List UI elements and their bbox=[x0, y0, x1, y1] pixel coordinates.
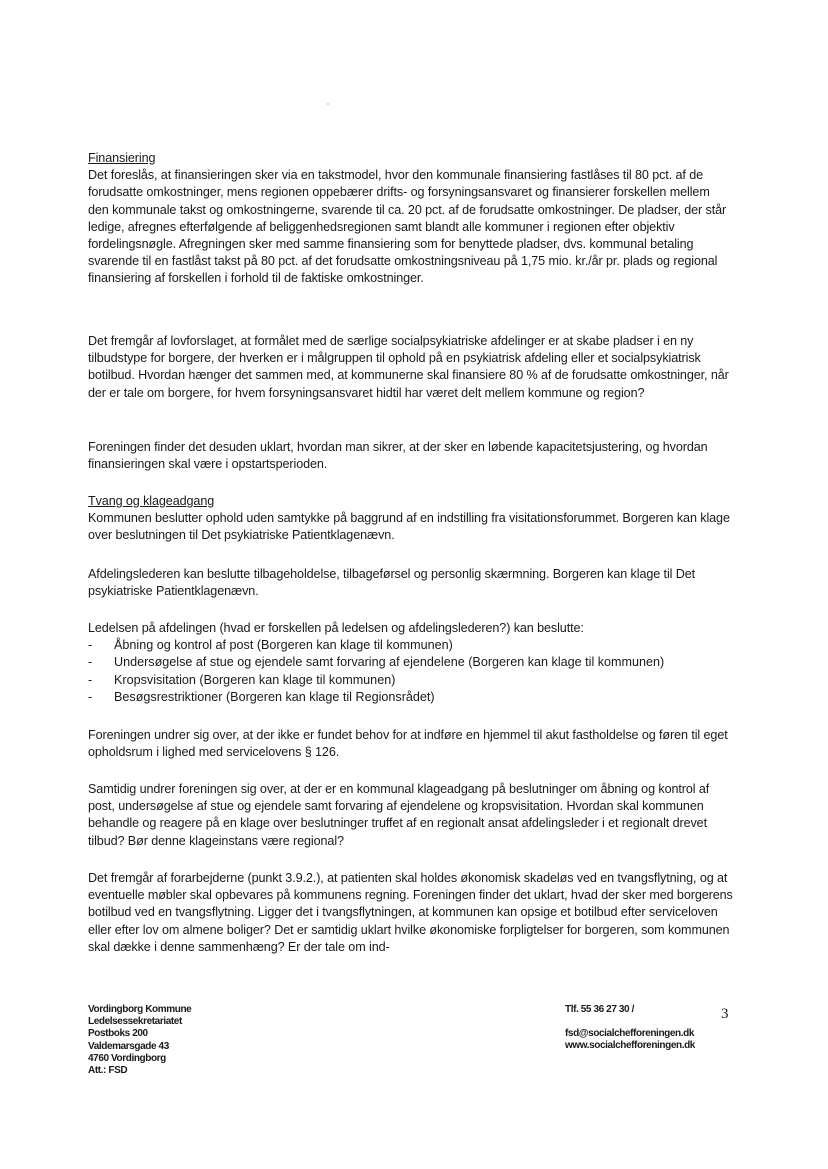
scan-speck bbox=[327, 103, 329, 105]
footer-web[interactable]: www.socialchefforeningen.dk bbox=[565, 1040, 695, 1052]
financing-paragraph-1 bbox=[88, 150, 733, 288]
financing-paragraph-2 bbox=[88, 333, 733, 402]
footer-phone: Tlf. 55 36 27 30 / bbox=[565, 1004, 634, 1015]
coercion-paragraph-1 bbox=[88, 493, 733, 545]
coercion-p6-text: Det fremgår af forarbejderne (punkt 3.9.2.), at patienten skal holdes økonomisk skadeløs ved en tvangsflytning, og at eventuelle møbler skal opbevares på kommunens regning. Foreningen finder det uklart, hvad der sker med borgerens botilbud ved en tvangsflytning. Ligger det i tvangsflytningen, at kommunen kan opsige et botilbud efter serviceloven eller efter lov om almene boliger? Det er samtidig uklart hvilke økonomiske forpligtelser for borgeren, som kommunen skal dække i denne sammenhæng? Er der tale om ind- bbox=[88, 871, 733, 954]
address-line: Postboks 200 bbox=[88, 1028, 148, 1040]
footer-address bbox=[88, 1004, 191, 1077]
list-item: - Åbning og kontrol af post (Borgeren kan klage til kommunen) bbox=[88, 638, 453, 653]
coercion-paragraph-5 bbox=[88, 781, 733, 850]
coercion-paragraph-4 bbox=[88, 727, 733, 761]
address-line: Ledelsessekretariatet bbox=[88, 1016, 182, 1028]
coercion-section bbox=[88, 493, 733, 545]
financing-section bbox=[88, 150, 733, 288]
address-line: Vordingborg Kommune bbox=[88, 1004, 192, 1015]
footer-email[interactable]: fsd@socialchefforeningen.dk bbox=[565, 1028, 694, 1040]
financing-p1-text: Det foreslås, at finansieringen sker via en takstmodel, hvor den kommunale finansiering fastlåses til 80 pct. af de forudsatte omkostninger, mens regionen oppebærer drifts- og forsyningsansvaret og finansierer forskellen mellem den kommunale takst og omkostningerne, svarende til ca. 20 pct. af de forudsatte omkostninger. De pladser, der står ledige, afregnes efterfølgende af beliggenhedsregionen samt blandt alle kommuner i regionen efter objektiv fordelingsnøgle. Afregningen sker med samme finansiering som for benyttede pladser, dvs. kommunal betaling svarende til en fastlåst takst på 80 pct. af det forudsatte omkostningsniveau på 1,75 mio. kr./år pr. plads og regional finansiering af forskellen i forhold til de faktiske omkostninger. bbox=[88, 168, 727, 286]
coercion-p3-text: Ledelsen på afdelingen (hvad er forskellen på ledelsen og afdelingslederen?) kan beslutte: bbox=[88, 621, 584, 635]
coercion-p5-text: Samtidig undrer foreningen sig over, at der er en kommunal klageadgang på beslutninger om åbning og kontrol af post, undersøgelse af stue og ejendele samt forvaring af ejendelene og kropsvisitation. Hvordan skal kommunen behandle og reagere på en klage over beslutninger truffet af en regionalt ansat afdelingsleder i et regionalt drevet tilbud? Bør denne klageinstans være regional? bbox=[88, 782, 710, 848]
financing-paragraph-3 bbox=[88, 439, 733, 473]
coercion-paragraph-6 bbox=[88, 870, 733, 956]
list-item: - Kropsvisitation (Borgeren kan klage til kommunen) bbox=[88, 672, 396, 687]
coercion-p1-text: Kommunen beslutter ophold uden samtykke på baggrund af en indstilling fra visitationsforummet. Borgeren kan klage over beslutningen til Det psykiatriske Patientklagenævn. bbox=[88, 511, 730, 543]
list-item: - Besøgsrestriktioner (Borgeren kan klage til Regionsrådet) bbox=[88, 689, 435, 704]
list-item: - Undersøgelse af stue og ejendele samt forvaring af ejendelene (Borgeren kan klage til kommunen) bbox=[88, 655, 665, 670]
footer-contact bbox=[565, 1004, 695, 1053]
financing-p2-text: Det fremgår af lovforslaget, at formålet med de særlige socialpsykiatriske afdelinger er at skabe pladser i en ny tilbudstype for borgere, der hverken er i målgruppen til ophold på en psykiatrisk afdeling eller et socialpsykiatrisk botilbud. Hvordan hænger det sammen med, at kommunerne skal finansiere 80 % af de forudsatte omkostninger, når der er tale om borgere, for hvem forsyningsansvaret hidtil har været delt mellem kommune og region? bbox=[88, 334, 729, 400]
coercion-p2-text: Afdelingslederen kan beslutte tilbageholdelse, tilbageførsel og personlig skærmning. Borgeren kan klage til Det psykiatriske Patientklagenævn. bbox=[88, 567, 696, 599]
address-line: Valdemarsgade 43 bbox=[88, 1040, 169, 1052]
address-line: Att.: FSD bbox=[88, 1065, 128, 1077]
financing-heading: Finansiering bbox=[88, 151, 156, 165]
coercion-heading: Tvang og klageadgang bbox=[88, 494, 215, 508]
address-line: 4760 Vordingborg bbox=[88, 1052, 166, 1064]
coercion-p4-text: Foreningen undrer sig over, at der ikke er fundet behov for at indføre en hjemmel til akut fastholdelse og føren til eget opholdsrum i lighed med servicelovens § 126. bbox=[88, 728, 728, 760]
coercion-paragraph-2 bbox=[88, 566, 733, 600]
bullet-list bbox=[88, 637, 733, 706]
page-number: 3 bbox=[721, 1006, 729, 1022]
financing-p3-text: Foreningen finder det desuden uklart, hvordan man sikrer, at der sker en løbende kapacitetsjustering, og hvordan finansieringen skal være i opstartsperioden. bbox=[88, 440, 708, 472]
coercion-paragraph-3 bbox=[88, 620, 733, 706]
